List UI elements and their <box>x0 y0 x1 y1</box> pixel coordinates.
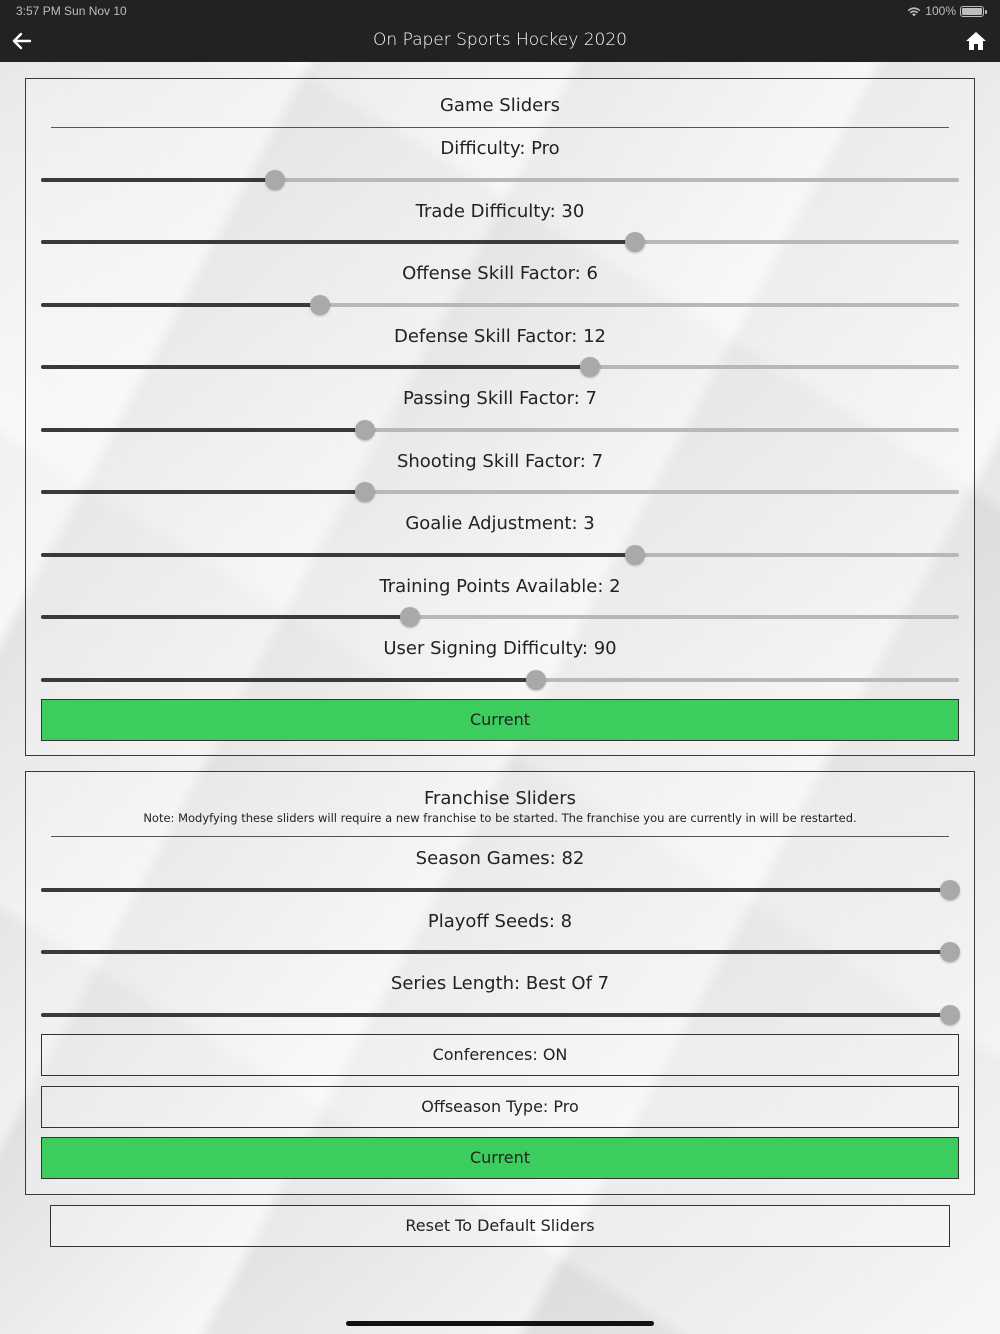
navigation-bar <box>0 0 1000 62</box>
slider-thumb[interactable] <box>400 607 420 627</box>
defense-skill-label: Defense Skill Factor: 12 <box>394 326 606 347</box>
franchise-sliders-panel <box>25 771 975 1195</box>
franchise-note: Note: Modyfying these sliders will require a new franchise to be started. The franchise you are currently in will be restarted. <box>143 811 857 825</box>
page-title: On Paper Sports Hockey 2020 <box>373 30 627 50</box>
goalie-adjustment-label: Goalie Adjustment: 3 <box>405 513 595 534</box>
shooting-skill-label: Shooting Skill Factor: 7 <box>396 451 604 472</box>
difficulty-label: Difficulty: Pro <box>440 138 560 159</box>
playoff-seeds-label: Playoff Seeds: 8 <box>427 911 573 932</box>
slider-thumb[interactable] <box>355 420 375 440</box>
slider-thumb[interactable] <box>940 942 960 962</box>
divider <box>51 836 949 837</box>
home-icon[interactable] <box>964 30 988 52</box>
slider-thumb[interactable] <box>940 880 960 900</box>
user-signing-label: User Signing Difficulty: 90 <box>383 638 617 659</box>
slider-thumb[interactable] <box>940 1005 960 1025</box>
offense-skill-slider[interactable] <box>41 303 959 307</box>
slider-thumb[interactable] <box>580 357 600 377</box>
trade-difficulty-label: Trade Difficulty: 30 <box>415 201 585 222</box>
trade-difficulty-slider[interactable] <box>41 240 959 244</box>
slider-thumb[interactable] <box>526 670 546 690</box>
series-length-label: Series Length: Best Of 7 <box>390 973 610 994</box>
battery-icon <box>960 6 984 17</box>
game-current-button[interactable]: Current <box>41 699 959 741</box>
season-games-slider[interactable] <box>41 888 959 892</box>
slider-thumb[interactable] <box>355 482 375 502</box>
series-length-slider[interactable] <box>41 1013 959 1017</box>
defense-skill-slider[interactable] <box>41 365 959 369</box>
offense-skill-label: Offense Skill Factor: 6 <box>402 263 598 284</box>
slider-thumb[interactable] <box>310 295 330 315</box>
home-indicator[interactable] <box>346 1321 654 1326</box>
playoff-seeds-slider[interactable] <box>41 950 959 954</box>
user-signing-slider[interactable] <box>41 678 959 682</box>
goalie-adjustment-slider[interactable] <box>41 553 959 557</box>
divider <box>51 127 949 128</box>
training-points-slider[interactable] <box>41 615 959 619</box>
passing-skill-slider[interactable] <box>41 428 959 432</box>
offseason-type-button[interactable]: Offseason Type: Pro <box>41 1086 959 1128</box>
slider-thumb[interactable] <box>265 170 285 190</box>
game-sliders-title: Game Sliders <box>439 95 560 116</box>
status-time: 3:57 PM Sun Nov 10 <box>16 4 127 18</box>
franchise-current-button[interactable]: Current <box>41 1137 959 1179</box>
season-games-label: Season Games: 82 <box>415 848 585 869</box>
franchise-sliders-title: Franchise Sliders <box>423 788 577 809</box>
conferences-button[interactable]: Conferences: ON <box>41 1034 959 1076</box>
difficulty-slider[interactable] <box>41 178 959 182</box>
shooting-skill-slider[interactable] <box>41 490 959 494</box>
slider-thumb[interactable] <box>625 545 645 565</box>
status-indicators <box>907 4 984 18</box>
game-sliders-panel <box>25 78 975 756</box>
training-points-label: Training Points Available: 2 <box>379 576 621 597</box>
battery-percent: 100% <box>925 4 956 18</box>
slider-thumb[interactable] <box>625 232 645 252</box>
passing-skill-label: Passing Skill Factor: 7 <box>403 388 597 409</box>
wifi-icon <box>907 6 921 17</box>
reset-default-sliders-button[interactable]: Reset To Default Sliders <box>50 1205 950 1247</box>
